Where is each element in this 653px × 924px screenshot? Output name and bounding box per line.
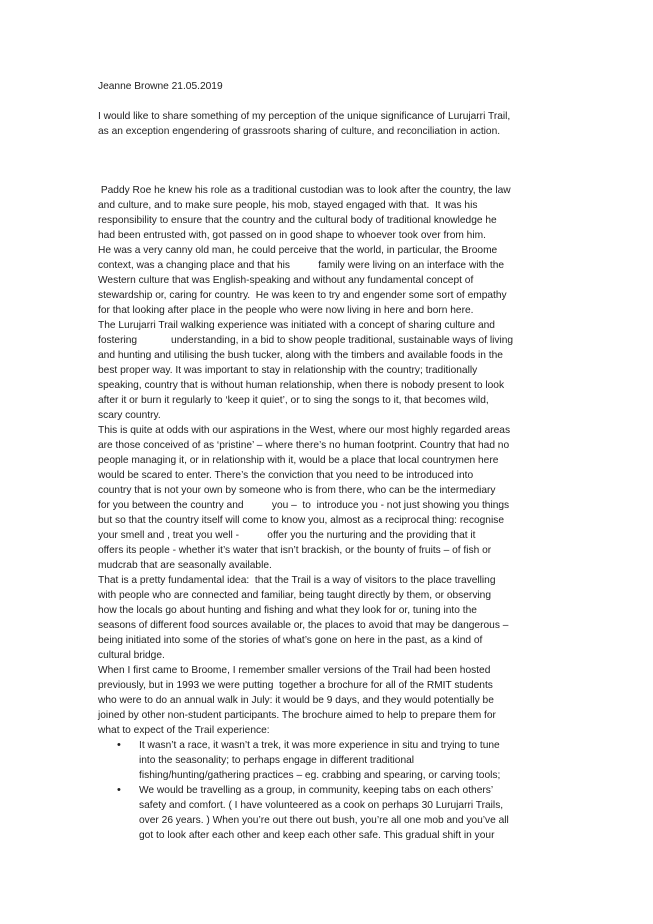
body-line: context, was a changing place and that his family were living on an interface with the [98, 260, 505, 271]
body-line: mudcrab that are seasonally available. [98, 560, 272, 571]
body-line: but so that the country itself will come to know you, almost as a reciprocal thing: recognise [98, 515, 504, 526]
body-line: and hunting and utilising the bush tucker, along with the timbers and available foods in the [98, 350, 503, 361]
body-line: after it or burn it regularly to ‘keep it quiet’, or to sing the songs to it, that becomes wild, [98, 395, 489, 406]
body-line: country that is not your own by someone who is from there, who can be the intermediary [98, 485, 496, 496]
bullet-marker: • [117, 739, 121, 751]
bullet-line: got to look after each other and keep each other safe. This gradual shift in your [139, 830, 495, 841]
body-line: with people who are connected and familiar, being taught directly by them, or observing [98, 590, 492, 601]
body-line: being initiated into some of the stories of what’s gone on here in the past, as a kind of [98, 635, 483, 646]
body-line: for that looking after place in the people who were now living in here and born here. [98, 305, 474, 316]
body-line: people managing it, or in relationship with it, would be a place that local countrymen here [98, 455, 499, 466]
bullet-marker: • [117, 784, 121, 796]
body-line: fostering understanding, in a bid to show people traditional, sustainable ways of living [98, 335, 514, 346]
bullet-line: over 26 years. ) When you’re out there out bush, you’re all one mob and you’ve all [139, 815, 509, 826]
body-line: Paddy Roe he knew his role as a traditional custodian was to look after the country, the law [98, 185, 511, 196]
body-line: cultural bridge. [98, 650, 165, 661]
body-line: The Lurujarri Trail walking experience was initiated with a concept of sharing culture and [98, 320, 495, 331]
body-line: Western culture that was English-speaking and without any fundamental concept of [98, 275, 474, 286]
body-line: previously, but in 1993 we were putting together a brochure for all of the RMIT students [98, 680, 493, 691]
body-line: That is a pretty fundamental idea: that the Trail is a way of visitors to the place travelling [98, 575, 496, 586]
body-line: for you between the country and you – to introduce you - not just showing you things [98, 500, 510, 511]
document-header: Jeanne Browne 21.05.2019 [98, 81, 223, 92]
body-line: best proper way. It was important to stay in relationship with the country; traditionally [98, 365, 478, 376]
body-line: He was a very canny old man, he could perceive that the world, in particular, the Broome [98, 245, 498, 256]
body-line: your smell and , treat you well - offer you the nurturing and the providing that it [98, 530, 476, 541]
body-line: scary country. [98, 410, 161, 421]
intro-line: as an exception engendering of grassroots sharing of culture, and reconciliation in action. [98, 126, 501, 137]
body-line: who were to do an annual walk in July: it would be 9 days, and they would potentially be [98, 695, 494, 706]
bullet-line: into the seasonality; to perhaps engage in different traditional [139, 755, 415, 766]
body-line: and culture, and to make sure people, his mob, stayed engaged with that. It was his [98, 200, 478, 211]
body-line: When I first came to Broome, I remember smaller versions of the Trail had been hosted [98, 665, 491, 676]
intro-line: I would like to share something of my perception of the unique significance of Lurujarri Trail, [98, 111, 511, 122]
bullet-line: fishing/hunting/gathering practices – eg. crabbing and spearing, or carving tools; [139, 770, 501, 781]
body-line: joined by other non-student participants. The brochure aimed to help to prepare them for [98, 710, 496, 721]
body-line: speaking, country that is without human relationship, when there is nobody present to look [98, 380, 505, 391]
body-line: are those conceived of as ‘pristine’ – where there’s no human footprint. Country that had no [98, 440, 510, 451]
body-line: would be scared to enter. There’s the conviction that you need to be introduced into [98, 470, 474, 481]
body-line: This is quite at odds with our aspirations in the West, where our most highly regarded areas [98, 425, 511, 436]
body-line: what to expect of the Trail experience: [98, 725, 270, 736]
bullet-line: We would be travelling as a group, in community, keeping tabs on each others’ [139, 785, 494, 796]
body-line: offers its people - whether it’s water that isn’t brackish, or the bounty of fruits – of fish or [98, 545, 492, 556]
body-line: had been entrusted with, got passed on in good shape to whoever took over from him. [98, 230, 486, 241]
body-line: how the locals go about hunting and fishing and what they look for or, tuning into the [98, 605, 477, 616]
bullet-line: safety and comfort. ( I have volunteered as a cook on perhaps 30 Lurujarri Trails, [139, 800, 504, 811]
body-line: stewardship or, caring for country. He was keen to try and engender some sort of empathy [98, 290, 507, 301]
body-line: seasons of different food sources available or, the places to avoid that may be dangerous – [98, 620, 509, 631]
body-line: responsibility to ensure that the country and the cultural body of traditional knowledge he [98, 215, 497, 226]
bullet-line: It wasn’t a race, it wasn’t a trek, it was more experience in situ and trying to tune [139, 740, 500, 751]
